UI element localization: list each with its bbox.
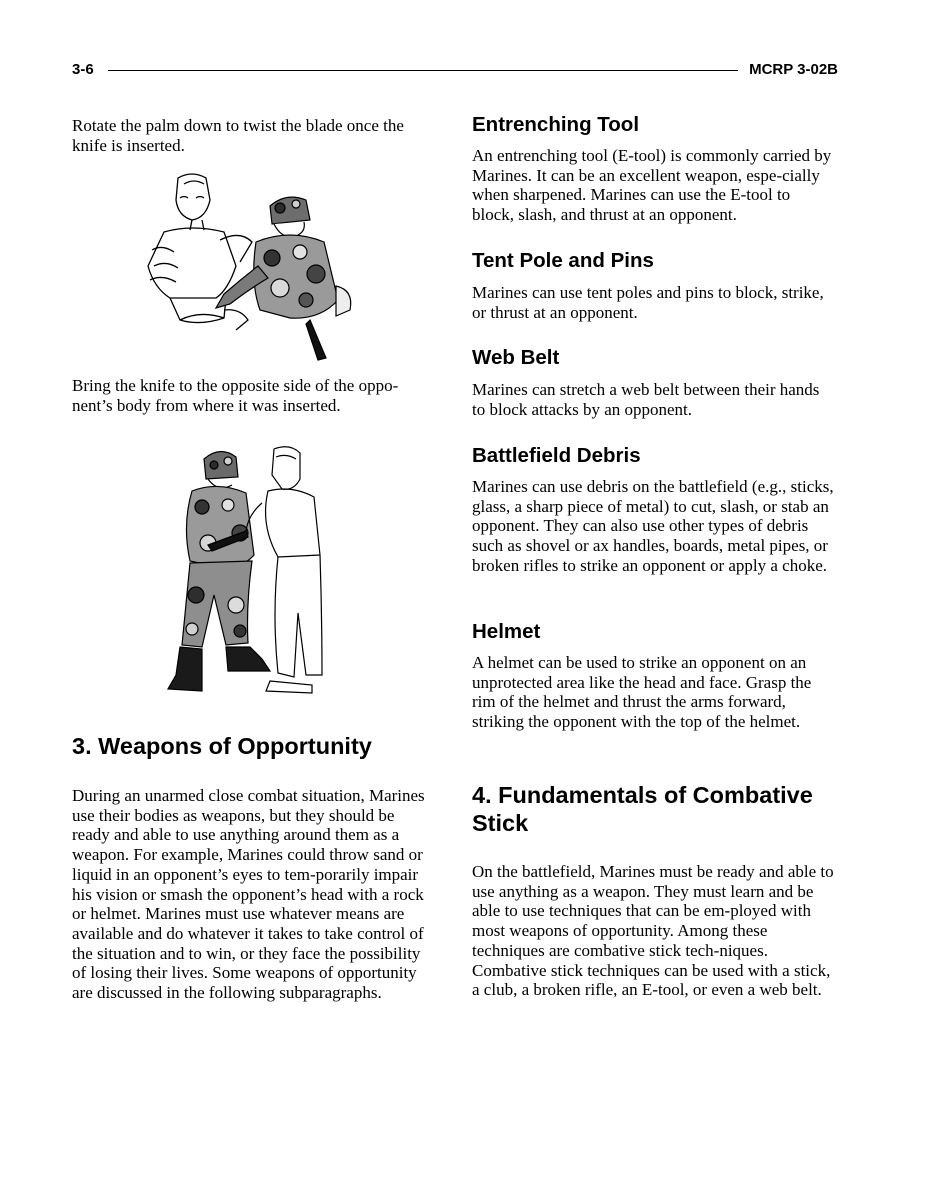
battlefield-debris-heading: Battlefield Debris (472, 444, 641, 467)
section-4-title: 4. Fundamentals of Combative Stick (472, 782, 813, 836)
entrenching-tool-heading: Entrenching Tool (472, 113, 640, 136)
web-belt-heading: Web Belt (472, 346, 560, 369)
page-header (72, 58, 838, 80)
header-rule (108, 70, 738, 71)
left-paragraph-1: Rotate the palm down to twist the blade once the knife is inserted. (72, 116, 404, 155)
section-3-title: 3. Weapons of Opportunity (72, 733, 372, 759)
tent-pole-heading: Tent Pole and Pins (472, 249, 654, 272)
figure-knife-pull (162, 445, 337, 695)
document-id: MCRP 3-02B (749, 61, 838, 78)
section-3-text: During an unarmed close combat situation, Marines use their bodies as weapons, but they should be ready and able to use anything around them as a weapon. For example, Marines could throw sand or liquid in an opponent’s eyes to tem-porarily impair his vision or smash the opponent’s head with a rock or helmet. Marines must use whatever means are available and do whatever it takes to take control of the situation and to win, or they face the possibility of losing their lives. Some weapons of opportunity are discussed in the following subparagraphs. (72, 786, 425, 1003)
figure-knife-twist (140, 170, 370, 365)
helmet-heading: Helmet (472, 620, 541, 643)
web-belt-text: Marines can stretch a web belt between their hands to block attacks by an opponent. (472, 380, 820, 419)
helmet-text: A helmet can be used to strike an opponent on an unprotected area like the head and face. Grasp the rim of the helmet and thrust the arms forward, striking the opponent with the top of the helmet. (472, 653, 812, 732)
tent-pole-text: Marines can use tent poles and pins to block, strike, or thrust at an opponent. (472, 283, 824, 322)
battlefield-debris-text: Marines can use debris on the battlefield (e.g., sticks, glass, a sharp piece of metal) to cut, slash, or stab an opponent. They can also use other types of debris such as shovel or ax handles, boards, metal pipes, or broken rifles to strike an opponent or apply a choke. (472, 477, 834, 575)
left-paragraph-2: Bring the knife to the opposite side of the oppo-nent’s body from where it was inserted. (72, 376, 399, 415)
entrenching-tool-text: An entrenching tool (E-tool) is commonly carried by Marines. It can be an excellent weapon, espe-cially when sharpened. Marines can use the E-tool to block, slash, and thrust at an opponent. (472, 146, 832, 225)
page-number: 3-6 (72, 61, 94, 78)
section-4-text: On the battlefield, Marines must be ready and able to use anything as a weapon. They must learn and be able to use techniques that can be em-ployed with most weapons of opportunity. Among these techniques are combative stick tech-niques. Combative stick techniques can be used with a stick, a club, a broken rifle, an E-tool, or even a web belt. (472, 862, 834, 1000)
